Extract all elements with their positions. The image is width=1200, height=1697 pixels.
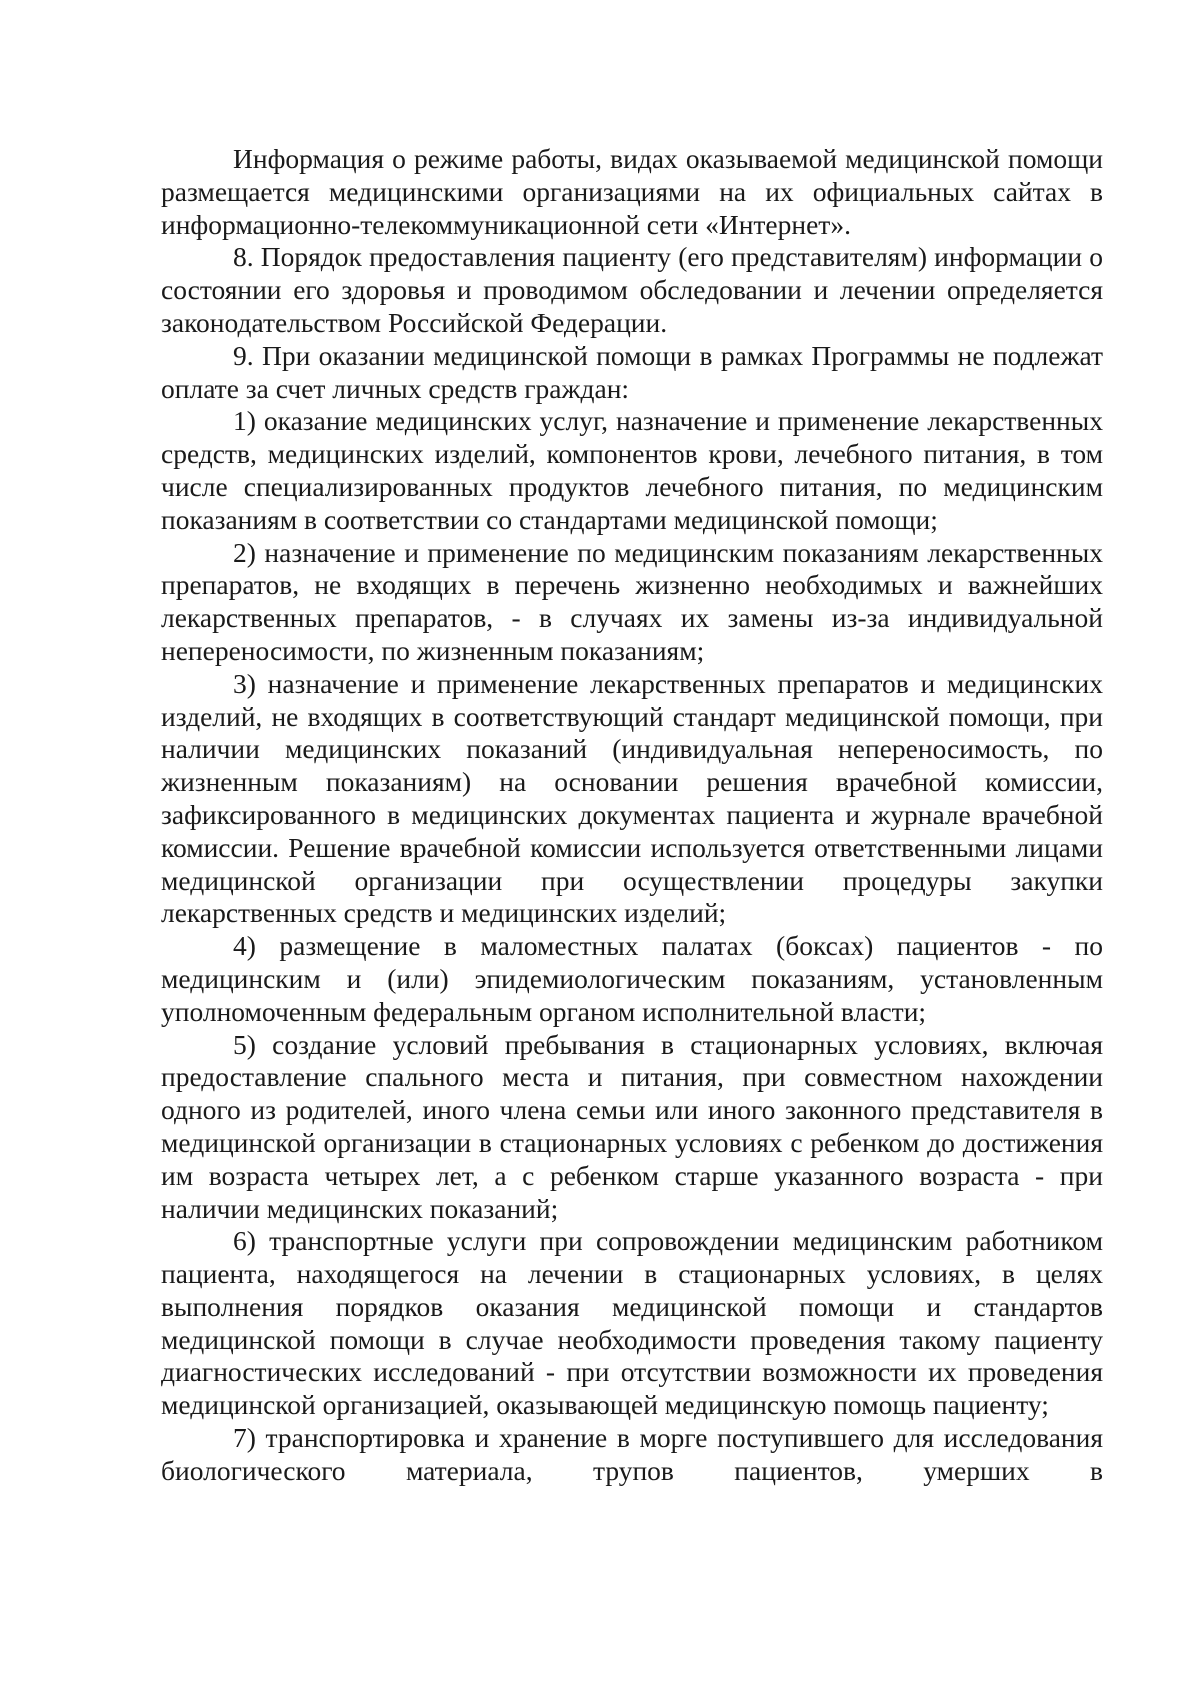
list-item-4: 4) размещение в маломестных палатах (боксах) пациентов - по медицинским и (или) эпидемиологическим показаниям, установленным уполномоченным федеральным органом исполнительной власти; [161, 930, 1103, 1027]
list-item-5: 5) создание условий пребывания в стационарных условиях, включая предоставление спального места и питания, при совместном нахождении одного из родителей, иного члена семьи или иного законного представителя в медицинской организации в стационарных условиях с ребенком до достижения им возраста четырех лет, а с ребенком старше указанного возраста - при наличии медицинских показаний; [161, 1028, 1103, 1224]
list-item-1: 1) оказание медицинских услуг, назначение и применение лекарственных средств, медицинских изделий, компонентов крови, лечебного питания, в том числе специализированных продуктов лечебного питания, по медицинским показаниям в соответствии со стандартами медицинской помощи; [161, 405, 1103, 535]
document-body [161, 143, 1103, 1488]
paragraph-item-8: 8. Порядок предоставления пациенту (его представителям) информации о состоянии его здоровья и проводимом обследовании и лечении определяется законодательством Российской Федерации. [161, 241, 1103, 338]
list-item-6: 6) транспортные услуги при сопровождении медицинским работником пациента, находящегося на лечении в стационарных условиях, в целях выполнения порядков оказания медицинской помощи и стандартов медицинской помощи в случае необходимости проведения такому пациенту диагностических исследований - при отсутствии возможности их проведения медицинской организацией, оказывающей медицинскую помощь пациенту; [161, 1225, 1103, 1421]
list-item-7: 7) транспортировка и хранение в морге поступившего для исследования биологического материала, трупов пациентов, умерших в [161, 1422, 1103, 1486]
list-item-2: 2) назначение и применение по медицинским показаниям лекарственных препаратов, не входящих в перечень жизненно необходимых и важнейших лекарственных препаратов, - в случаях их замены из-за индивидуальной непереносимости, по жизненным показаниям; [161, 536, 1103, 666]
paragraph-site-info: Информация о режиме работы, видах оказываемой медицинской помощи размещается медицинскими организациями на их официальных сайтах в информационно-телекоммуникационной сети «Интернет». [161, 143, 1103, 240]
list-item-3: 3) назначение и применение лекарственных препаратов и медицинских изделий, не входящих в соответствующий стандарт медицинской помощи, при наличии медицинских показаний (индивидуальная непереносимость, по жизненным показаниям) на основании решения врачебной комиссии, зафиксированного в медицинских документах пациента и журнале врачебной комиссии. Решение врачебной комиссии используется ответственными лицами медицинской организации при осуществлении процедуры закупки лекарственных средств и медицинских изделий; [161, 667, 1103, 929]
paragraph-item-9: 9. При оказании медицинской помощи в рамках Программы не подлежат оплате за счет личных средств граждан: [161, 339, 1103, 404]
